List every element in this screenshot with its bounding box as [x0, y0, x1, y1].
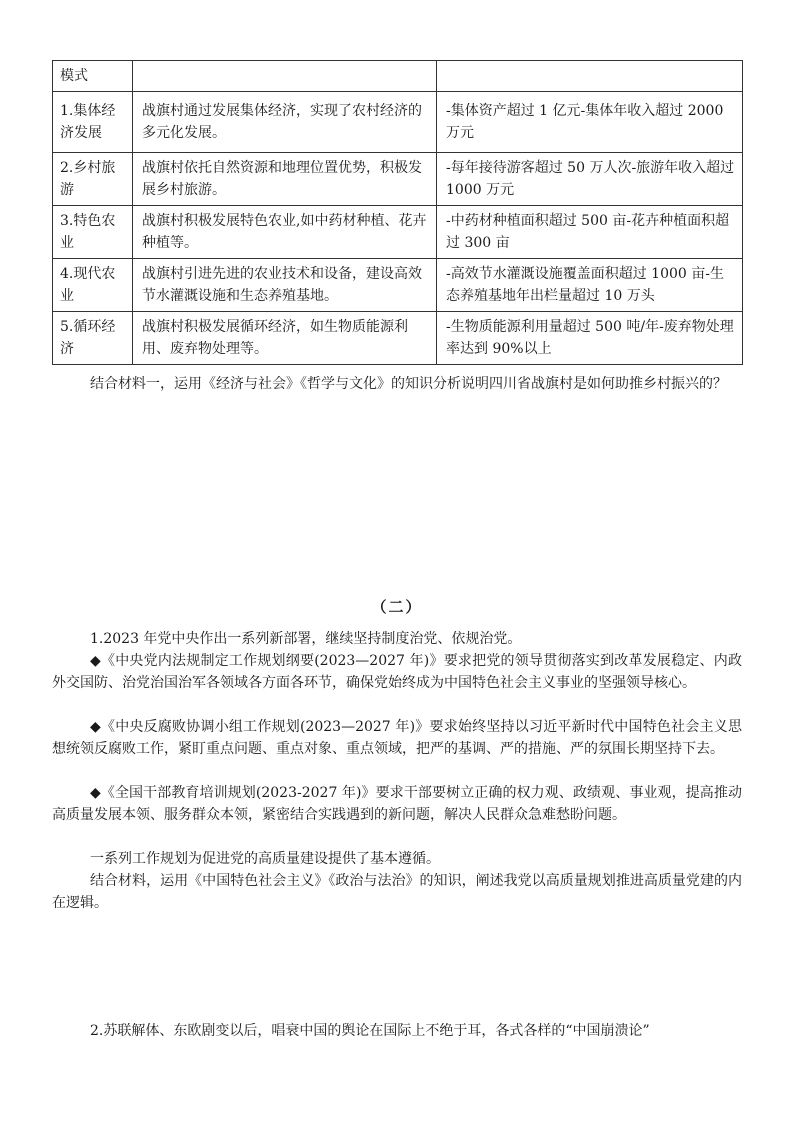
mode-cell: 5.循环经济 [53, 312, 133, 365]
table-row [53, 312, 743, 365]
result-cell: -每年接待游客超过 50 万人次-旅游年收入超过 1000 万元 [437, 153, 743, 206]
item-1-intro: 1.2023 年党中央作出一系列新部署，继续坚持制度治党、依规治党。 [90, 631, 522, 647]
table-row [53, 206, 743, 259]
summary-paragraph: 一系列工作规划为促进党的高质量建设提供了基本遵循。 [90, 851, 440, 867]
section-2-title: （二） [371, 598, 423, 616]
result-cell: -集体资产超过 1 亿元-集体年收入超过 2000 万元 [437, 92, 743, 153]
mode-cell: 2.乡村旅游 [53, 153, 133, 206]
table-header-row [53, 61, 743, 92]
table-header-empty-cell [133, 61, 437, 92]
table-row [53, 153, 743, 206]
table-header-empty-cell [437, 61, 743, 92]
description-cell: 战旗村通过发展集体经济，实现了农村经济的多元化发展。 [133, 92, 437, 153]
question-2-paragraph: 结合材料，运用《中国特色社会主义》《政治与法治》的知识，阐述我党以高质量规划推进高质量党建的内在逻辑。 [52, 873, 742, 911]
result-cell: -中药材种植面积超过 500 亩-花卉种植面积超过 300 亩 [437, 206, 743, 259]
result-cell: -高效节水灌溉设施覆盖面积超过 1000 亩-生态养殖基地年出栏量超过 10 万头 [437, 259, 743, 312]
question-1-paragraph: 结合材料一，运用《经济与社会》《哲学与文化》的知识分析说明四川省战旗村是如何助推乡村振兴的？ [90, 376, 727, 392]
bullet-paragraph-3: ◆《全国干部教育培训规划(2023-2027 年)》要求干部要树立正确的权力观、政绩观、事业观，提高推动高质量发展本领、服务群众本领，紧密结合实践遇到的新问题，解决人民群众急难愁盼问题。 [52, 785, 742, 823]
description-cell: 战旗村引进先进的农业技术和设备，建设高效节水灌溉设施和生态养殖基地。 [133, 259, 437, 312]
description-cell: 战旗村积极发展特色农业,如中药材种植、花卉种植等。 [133, 206, 437, 259]
mode-cell: 3.特色农业 [53, 206, 133, 259]
mode-table [52, 60, 743, 365]
mode-table-container [52, 60, 742, 365]
table-row [53, 259, 743, 312]
mode-cell: 1.集体经济发展 [53, 92, 133, 153]
bullet-paragraph-1: ◆《中央党内法规制定工作规划纲要(2023—2027 年)》要求把党的领导贯彻落实到改革发展稳定、内政外交国防、治党治国治军各领域各方面各环节，确保党始终成为中国特色社会主义事业的坚强领导核心。 [52, 653, 742, 691]
result-cell: -生物质能源利用量超过 500 吨/年-废弃物处理率达到 90%以上 [437, 312, 743, 365]
mode-cell: 4.现代农业 [53, 259, 133, 312]
item-2-intro: 2.苏联解体、东欧剧变以后，唱衰中国的舆论在国际上不绝于耳，各式各样的“中国崩溃论” [90, 1023, 650, 1039]
description-cell: 战旗村依托自然资源和地理位置优势，积极发展乡村旅游。 [133, 153, 437, 206]
description-cell: 战旗村积极发展循环经济，如生物质能源利用、废弃物处理等。 [133, 312, 437, 365]
table-header-cell: 模式 [53, 61, 133, 92]
table-row [53, 92, 743, 153]
bullet-paragraph-2: ◆《中央反腐败协调小组工作规划(2023—2027 年)》要求始终坚持以习近平新时代中国特色社会主义思想统领反腐败工作，紧盯重点问题、重点对象、重点领域，把严的基调、严的措施、严的氛围长期坚持下去。 [52, 719, 742, 757]
